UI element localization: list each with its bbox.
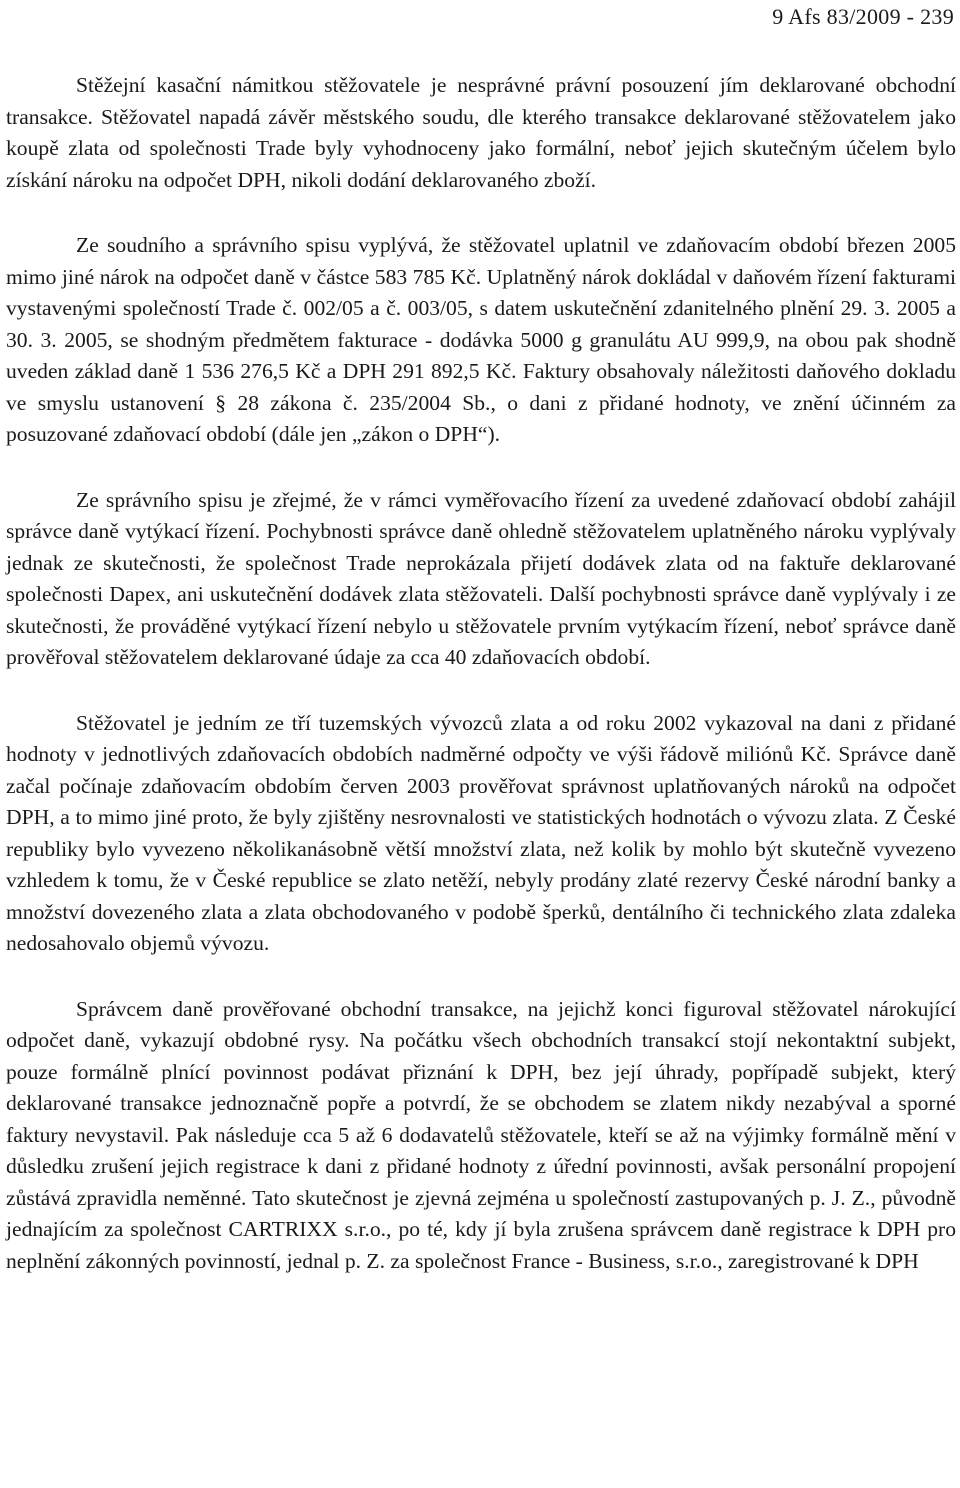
case-reference: 9 Afs 83/2009 - 239 <box>772 4 954 29</box>
paragraph-cassation-objection: Stěžejní kasační námitkou stěžovatele je nesprávné právní posouzení jím deklarované obchodní transakce. Stěžovatel napadá závěr městského soudu, dle kterého transakce deklarované stěžovatelem jako koupě zlata od společnosti Trade byly vyhodnoceny jako formální, neboť jejich skutečným účelem bylo získání nároku na odpočet DPH, nikoli dodání deklarovaného zboží. <box>6 73 956 192</box>
paragraph-file-findings: Ze soudního a správního spisu vyplývá, že stěžovatel uplatnil ve zdaňovacím období březen 2005 mimo jiné nárok na odpočet daně v částce 583 785 Kč. Uplatněný nárok dokládal v daňovém řízení fakturami vystavenými společností Trade č. 002/05 a č. 003/05, s datem uskutečnění zdanitelného plnění 29. 3. 2005 a 30. 3. 2005, se shodným předmětem fakturace - dodávka 5000 g granulátu AU 999,9, na obou pak shodně uveden základ daně 1 536 276,5 Kč a DPH 291 892,5 Kč. Faktury obsahovaly náležitosti daňového dokladu ve smyslu ustanovení § 28 zákona č. 235/2004 Sb., o dani z přidané hodnoty, ve znění účinném za posuzované zdaňovací období (dále jen „zákon o DPH“). <box>6 233 956 446</box>
paragraph-tax-proceedings: Ze správního spisu je zřejmé, že v rámci vyměřovacího řízení za uvedené zdaňovací období zahájil správce daně vytýkací řízení. Pochybnosti správce daně ohledně stěžovatelem uplatněného nároku vyplývaly jednak ze skutečnosti, že společnost Trade neprokázala přijetí dodávek zlata od na faktuře deklarované společnosti Dapex, ani uskutečnění dodávek zlata stěžovateli. Další pochybnosti správce daně vyplývaly i ze skutečnosti, že prováděné vytýkací řízení nebylo u stěžovatele prvním vytýkacím řízení, neboť správce daně prověřoval stěžovatelem deklarované údaje za cca 40 zdaňovacích období. <box>6 487 956 669</box>
paragraph-gold-export: Stěžovatel je jedním ze tří tuzemských vývozců zlata a od roku 2002 vykazoval na dani z přidané hodnoty v jednotlivých zdaňovacích obdobích nadměrné odpočty ve výši řádově miliónů Kč. Správce daně začal počínaje zdaňovacím obdobím červen 2003 prověřovat správnost uplatňovaných nároků na odpočet DPH, a to mimo jiné proto, že byly zjištěny nesrovnalosti ve statistických hodnotách o vývozu zlata. Z České republiky bylo vyvezeno několikanásobně větší množství zlata, než kolik by mohlo být skutečně vyvezeno vzhledem k tomu, že v České republice se zlato netěží, nebyly prodány zlaté rezervy České národní banky a množství dovezeného zlata a zlata obchodovaného v podobě šperků, dentálního či technického zlata zdaleka nedosahovalo objemů vývozu. <box>6 710 956 955</box>
document-body <box>6 70 956 1277</box>
paragraph-transaction-chain: Správcem daně prověřované obchodní transakce, na jejichž konci figuroval stěžovatel nárokující odpočet daně, vykazují obdobné rysy. Na počátku všech obchodních transakcí stojí nekontaktní subjekt, pouze formálně plnící povinnost podávat přiznání k DPH, bez její úhrady, popřípadě subjekt, který deklarované transakce jednoznačně popře a potvrdí, že se obchodem se zlatem nikdy nezabýval a sporné faktury nevystavil. Pak následuje cca 5 až 6 dodavatelů stěžovatele, kteří se až na výjimky formálně mění v důsledku zrušení jejich registrace k dani z přidané hodnoty z úřední povinnosti, avšak personální propojení zůstává zpravidla neměnné. Tato skutečnost je zjevná zejména u společností zastupovaných p. J. Z., původně jednajícím za společnost CARTRIXX s.r.o., po té, kdy jí byla zrušena správcem daně registrace k DPH pro neplnění zákonných povinností, jednal p. Z. za společnost France - Business, s.r.o., zaregistrované k DPH <box>6 996 956 1273</box>
